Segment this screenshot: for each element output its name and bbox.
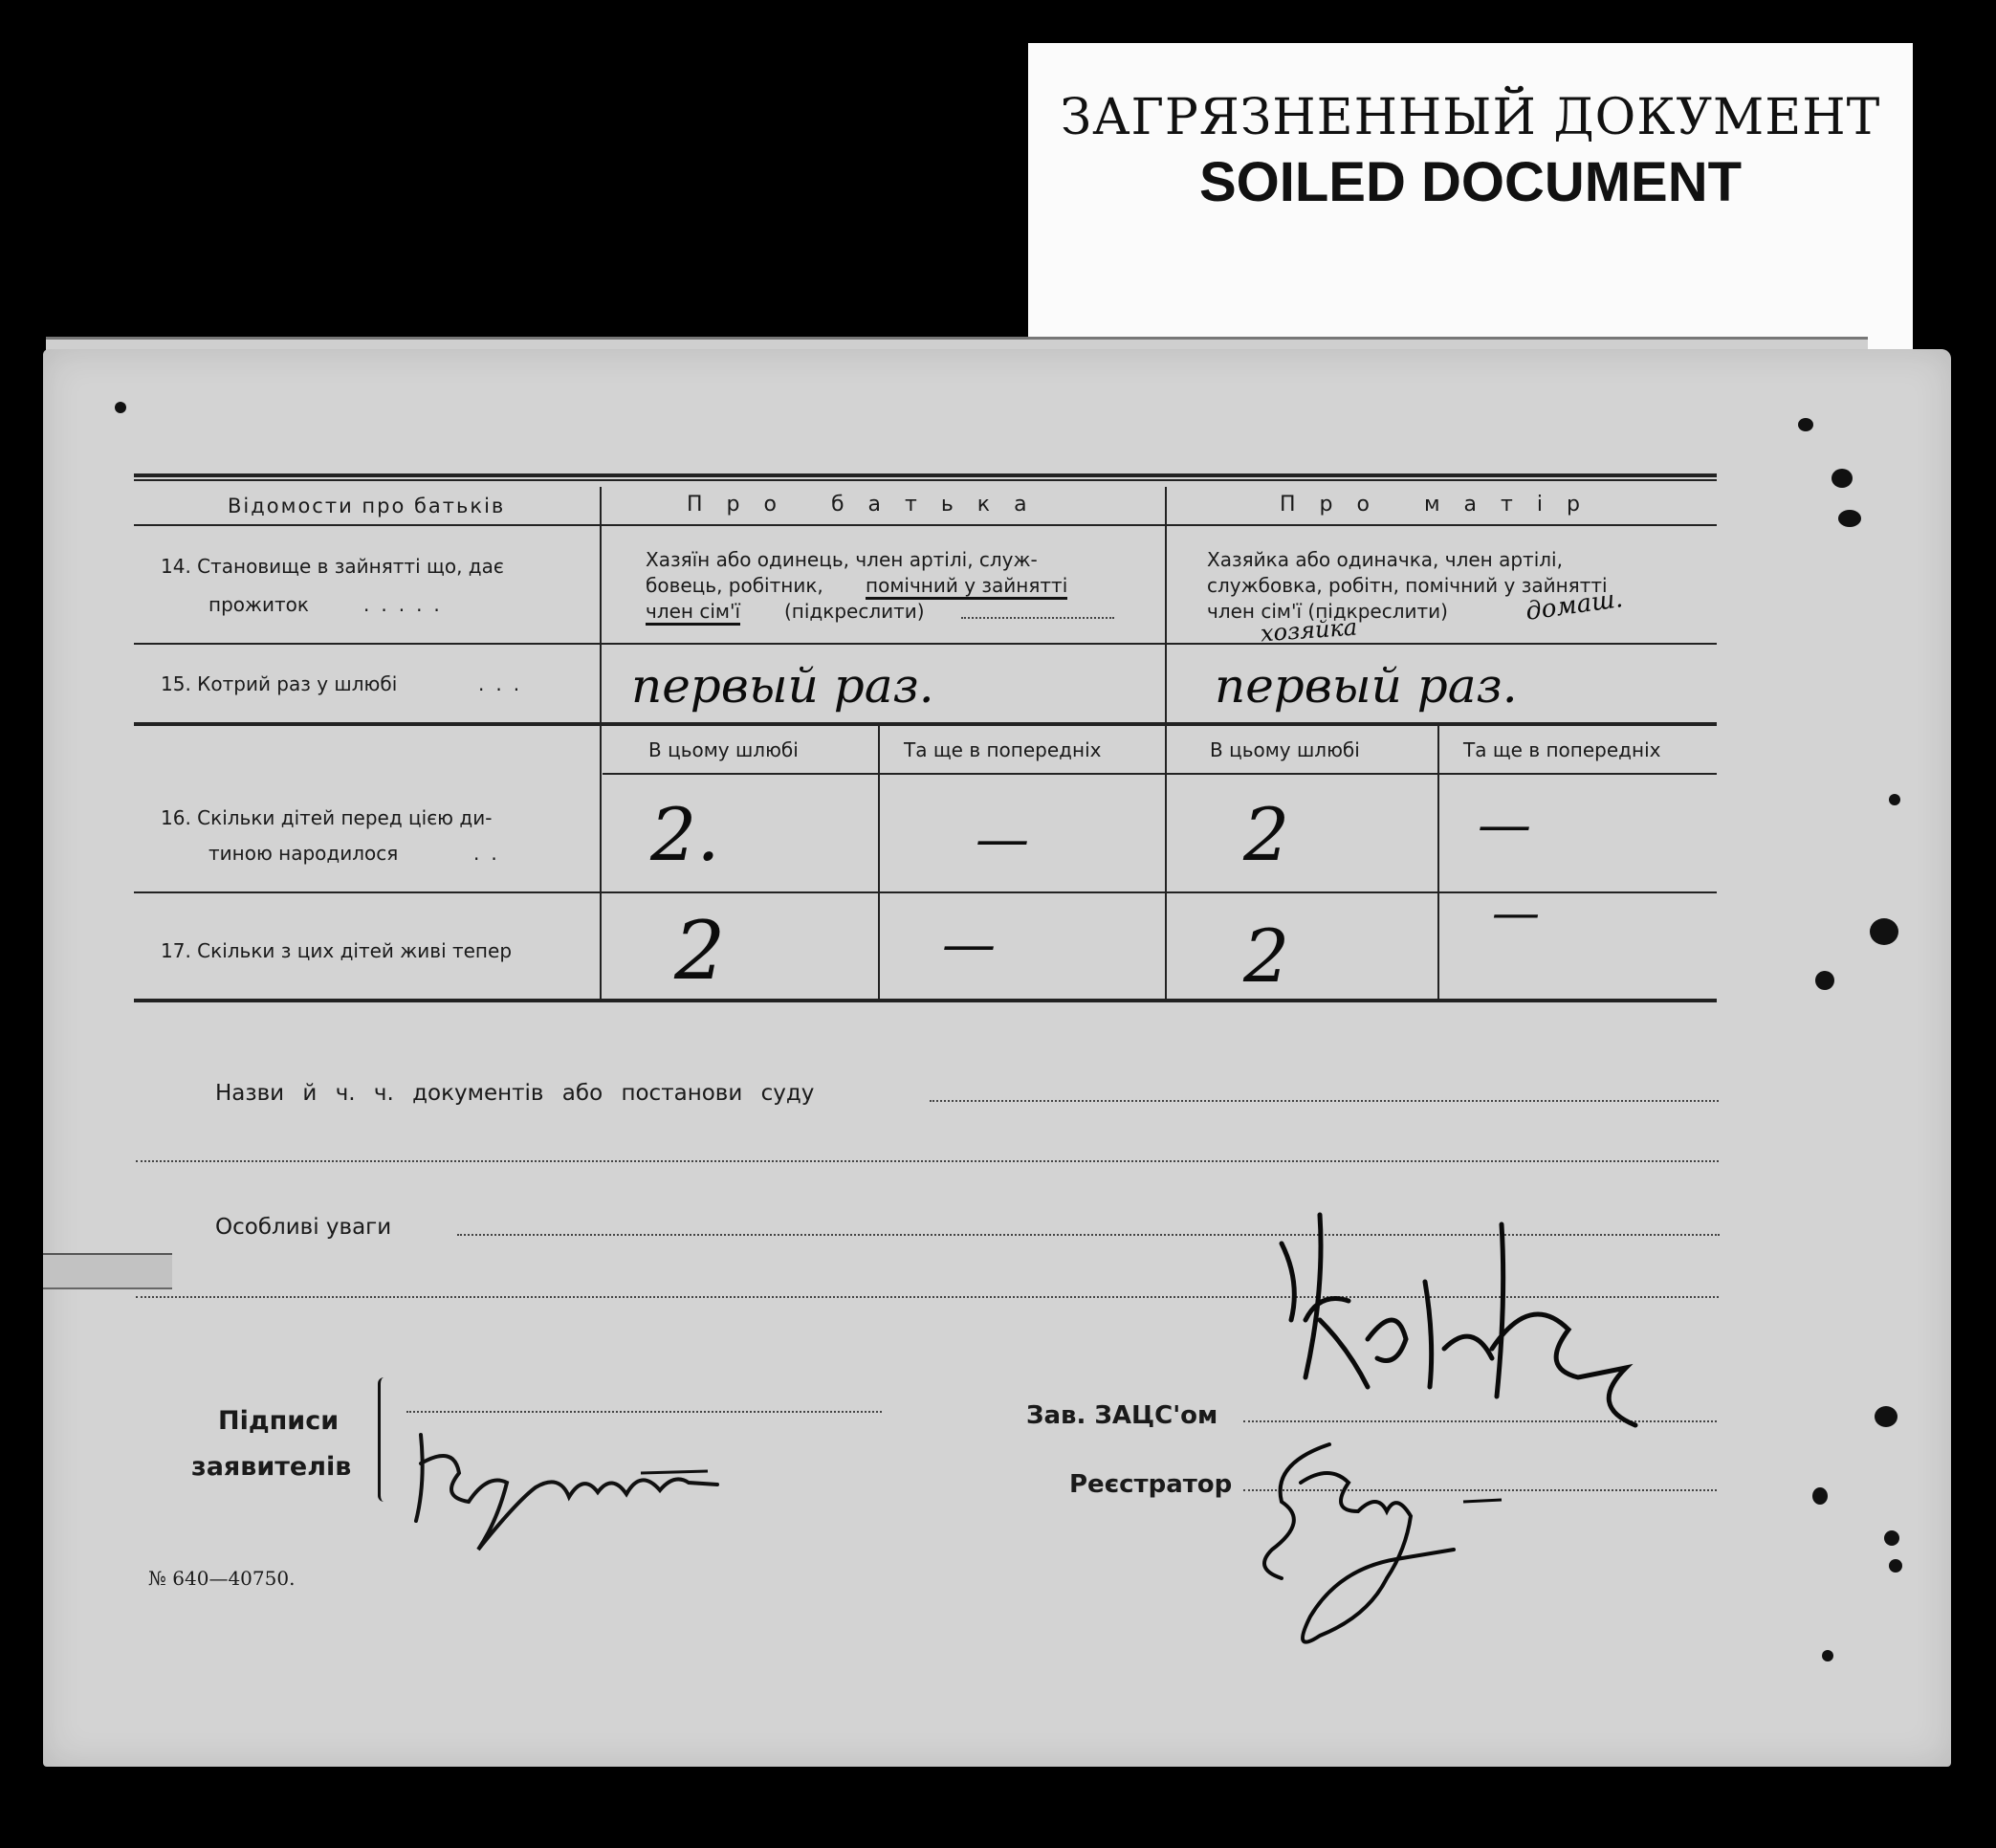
row14-father-line2b: помічний у зайнятті [866, 574, 1067, 600]
applicants-bracket [378, 1377, 390, 1502]
row16-label-line1: 16. Скільки дітей перед цією ди- [161, 806, 493, 829]
remarks-label: Особливі уваги [215, 1215, 392, 1240]
punch-hole [1884, 1530, 1899, 1546]
row16-label-line2: тиною народилося [208, 842, 399, 865]
row15-mother-value: первый раз. [1215, 658, 1518, 714]
row14-label-line2: прожиток [208, 593, 309, 616]
documents-dotline-2 [136, 1160, 1719, 1162]
applicants-dotline [406, 1411, 882, 1413]
row14-father-line2a: бовець, робітник, [646, 574, 823, 597]
applicants-signatures-label-2: заявителів [191, 1452, 352, 1482]
label-english: SOILED DOCUMENT [1198, 151, 1743, 213]
row14-father-line3b: (підкреслити) [784, 600, 925, 623]
row14-father-line3a: член сім'ї [646, 600, 740, 626]
row14-father-line1: Хазяїн або одинець, член артілі, служ- [646, 548, 1038, 571]
table-rule [134, 643, 1717, 645]
row17-mother-this: 2 [1243, 913, 1290, 999]
row16-father-this: 2. [650, 792, 720, 877]
header-about-mother: Про матір [1280, 493, 1604, 517]
punch-hole [1822, 1650, 1833, 1661]
registrar-label: Реєстратор [1069, 1470, 1233, 1499]
row15-label: 15. Котрий раз у шлюбі [161, 672, 398, 695]
table-rule [1165, 487, 1167, 999]
table-rule [600, 487, 602, 999]
row14-leader-dots: ..... [363, 593, 451, 616]
subheader-father-this-marriage: В цьому шлюбі [648, 738, 799, 761]
punch-hole [1889, 794, 1900, 805]
applicant-signature [402, 1416, 746, 1559]
row16-mother-this: 2 [1243, 792, 1290, 877]
table-rule [603, 773, 1717, 775]
punch-hole [1875, 1406, 1897, 1427]
punch-hole [1815, 971, 1834, 990]
punch-hole [115, 402, 126, 413]
documents-dotline-1 [930, 1100, 1719, 1102]
row17-label: 17. Скільки з цих дітей живі тепер [161, 939, 513, 962]
punch-hole [1831, 469, 1853, 488]
applicants-signatures-label-1: Підписи [218, 1406, 340, 1436]
table-rule [134, 722, 1717, 726]
row15-father-value: первый раз. [631, 658, 934, 714]
label-russian: ЗАГРЯЗНЕННЫЙ ДОКУМЕНТ [1060, 89, 1881, 146]
row14-label-line1: 14. Становище в зайнятті що, дає [161, 555, 504, 578]
table-rule [134, 524, 1717, 526]
form-number: № 640—40750. [148, 1567, 296, 1590]
table-rule [134, 891, 1717, 893]
punch-hole [1812, 1487, 1828, 1505]
subheader-father-previous: Та ще в попередніх [904, 738, 1102, 761]
table-rule [878, 726, 880, 999]
row17-mother-prev: — [1492, 885, 1540, 940]
subheader-mother-previous: Та ще в попередніх [1463, 738, 1661, 761]
table-rule [134, 473, 1717, 477]
table-rule [134, 479, 1717, 481]
row14-father-dotline [961, 617, 1114, 619]
row14-mother-line3: член сім'ї (підкреслити) [1207, 600, 1448, 623]
table-rule [1437, 726, 1439, 999]
row17-father-this: 2 [674, 904, 726, 998]
row14-mother-handwriting-1: домаш. [1524, 584, 1625, 627]
documents-label: Назви й ч. ч. документів або постанови суду [215, 1081, 815, 1106]
header-parents-info: Відомости про батьків [228, 495, 506, 517]
head-of-registry-label: Зав. ЗАЦС'ом [1026, 1401, 1218, 1430]
punch-hole [1870, 918, 1898, 945]
paper-tear [43, 1253, 172, 1289]
punch-hole [1889, 1559, 1902, 1573]
punch-hole [1798, 418, 1813, 431]
row14-mother-handwriting-2: хозяйка [1260, 613, 1358, 648]
row16-father-prev: — [976, 808, 1029, 870]
soiled-document-label [1028, 43, 1913, 359]
table-rule [134, 999, 1717, 1002]
row16-leader-dots: .. [473, 842, 509, 865]
header-about-father: Про батька [687, 493, 1051, 517]
row14-mother-line1: Хазяйка або одиначка, член артілі, [1207, 548, 1563, 571]
row14-mother-line2: службовка, робітн, помічний у зайнятті [1207, 574, 1608, 597]
registrar-signature [1243, 1425, 1568, 1664]
subheader-mother-this-marriage: В цьому шлюбі [1210, 738, 1360, 761]
row17-father-prev: — [942, 913, 996, 976]
punch-hole [1838, 510, 1861, 527]
row15-leader-dots: ... [478, 672, 532, 695]
row16-mother-prev: — [1478, 794, 1531, 856]
